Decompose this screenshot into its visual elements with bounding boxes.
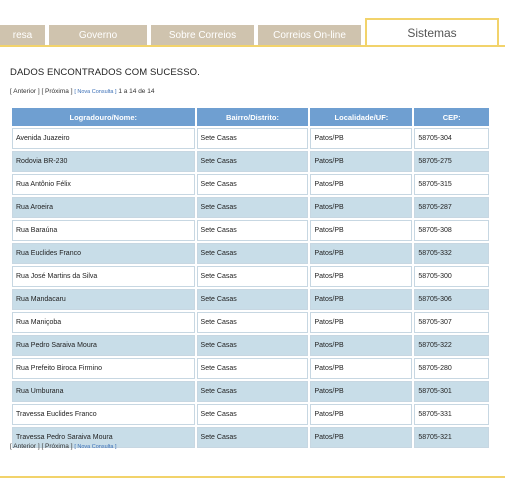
table-row [12, 289, 489, 310]
result-count: 1 a 14 de 14 [118, 88, 155, 95]
tab-governo[interactable]: Governo [49, 25, 147, 45]
cell-cep: 58705-332 [414, 243, 489, 264]
cell-bairro: Sete Casas [197, 381, 309, 402]
table-row [12, 220, 489, 241]
next-link[interactable]: [ Próxima ] [41, 88, 73, 95]
tab-baseline [0, 45, 505, 47]
cell-localidade: Patos/PB [310, 427, 412, 448]
table-row [12, 335, 489, 356]
table-row [12, 174, 489, 195]
cell-cep: 58705-306 [414, 289, 489, 310]
tab-sistemas[interactable]: Sistemas [365, 18, 499, 46]
table-row [12, 404, 489, 425]
table-row [12, 381, 489, 402]
cell-bairro: Sete Casas [197, 335, 309, 356]
cell-logradouro: Rua Aroeira [12, 197, 195, 218]
cell-logradouro: Rua Prefeito Biroca Firmino [12, 358, 195, 379]
cell-localidade: Patos/PB [310, 151, 412, 172]
cell-bairro: Sete Casas [197, 427, 309, 448]
cell-logradouro: Rua Euclides Franco [12, 243, 195, 264]
cell-logradouro: Rua Mandacaru [12, 289, 195, 310]
cell-bairro: Sete Casas [197, 404, 309, 425]
cell-cep: 58705-301 [414, 381, 489, 402]
cell-cep: 58705-307 [414, 312, 489, 333]
next-link[interactable]: [ Próxima ] [41, 443, 73, 450]
pager-top [10, 88, 154, 95]
cell-bairro: Sete Casas [197, 243, 309, 264]
cell-localidade: Patos/PB [310, 404, 412, 425]
cell-logradouro: Travessa Euclides Franco [12, 404, 195, 425]
cell-cep: 58705-308 [414, 220, 489, 241]
cell-cep: 58705-331 [414, 404, 489, 425]
cell-localidade: Patos/PB [310, 174, 412, 195]
cell-cep: 58705-304 [414, 128, 489, 149]
cell-logradouro: Rodovia BR-230 [12, 151, 195, 172]
cell-bairro: Sete Casas [197, 266, 309, 287]
tab-correios-online[interactable]: Correios On-line [258, 25, 361, 45]
cell-cep: 58705-280 [414, 358, 489, 379]
top-nav-tabs [0, 0, 505, 46]
cell-logradouro: Rua Umburana [12, 381, 195, 402]
prev-link[interactable]: [ Anterior ] [10, 443, 40, 450]
table-row [12, 151, 489, 172]
cell-localidade: Patos/PB [310, 335, 412, 356]
cell-localidade: Patos/PB [310, 128, 412, 149]
cell-cep: 58705-287 [414, 197, 489, 218]
cell-localidade: Patos/PB [310, 197, 412, 218]
pager-bottom [10, 443, 117, 450]
cell-bairro: Sete Casas [197, 220, 309, 241]
cell-logradouro: Avenida Juazeiro [12, 128, 195, 149]
cell-localidade: Patos/PB [310, 266, 412, 287]
cell-localidade: Patos/PB [310, 381, 412, 402]
cell-cep: 58705-315 [414, 174, 489, 195]
cell-bairro: Sete Casas [197, 289, 309, 310]
cell-logradouro: Rua José Martins da Silva [12, 266, 195, 287]
cell-logradouro: Rua Baraúna [12, 220, 195, 241]
header-bairro: Bairro/Distrito: [197, 108, 309, 126]
cell-localidade: Patos/PB [310, 358, 412, 379]
cell-bairro: Sete Casas [197, 312, 309, 333]
cell-logradouro: Rua Antônio Félix [12, 174, 195, 195]
tab-sobre-correios[interactable]: Sobre Correios [151, 25, 254, 45]
cell-bairro: Sete Casas [197, 358, 309, 379]
table-row [12, 358, 489, 379]
cell-cep: 58705-275 [414, 151, 489, 172]
cell-bairro: Sete Casas [197, 128, 309, 149]
cell-logradouro: Rua Pedro Saraiva Moura [12, 335, 195, 356]
prev-link[interactable]: [ Anterior ] [10, 88, 40, 95]
results-table [10, 106, 491, 450]
cell-cep: 58705-322 [414, 335, 489, 356]
table-row [12, 197, 489, 218]
new-query-link[interactable]: [ Nova Consulta ] [74, 89, 117, 95]
cell-bairro: Sete Casas [197, 174, 309, 195]
cell-localidade: Patos/PB [310, 289, 412, 310]
header-logradouro: Logradouro/Nome: [12, 108, 195, 126]
cell-localidade: Patos/PB [310, 312, 412, 333]
header-localidade: Localidade/UF: [310, 108, 412, 126]
table-row [12, 128, 489, 149]
table-row [12, 243, 489, 264]
table-header-row [12, 108, 489, 126]
new-query-link[interactable]: [ Nova Consulta ] [74, 444, 117, 450]
cell-bairro: Sete Casas [197, 151, 309, 172]
cell-logradouro: Rua Maniçoba [12, 312, 195, 333]
footer-divider [0, 476, 505, 478]
cell-localidade: Patos/PB [310, 220, 412, 241]
table-row [12, 312, 489, 333]
cell-logradouro: Travessa Pedro Saraiva Moura [12, 427, 195, 448]
page-title: DADOS ENCONTRADOS COM SUCESSO. [10, 67, 200, 78]
cell-localidade: Patos/PB [310, 243, 412, 264]
cell-bairro: Sete Casas [197, 197, 309, 218]
cell-cep: 58705-321 [414, 427, 489, 448]
tab-empresa[interactable]: resa [0, 25, 45, 45]
table-row [12, 266, 489, 287]
header-cep: CEP: [414, 108, 489, 126]
cell-cep: 58705-300 [414, 266, 489, 287]
